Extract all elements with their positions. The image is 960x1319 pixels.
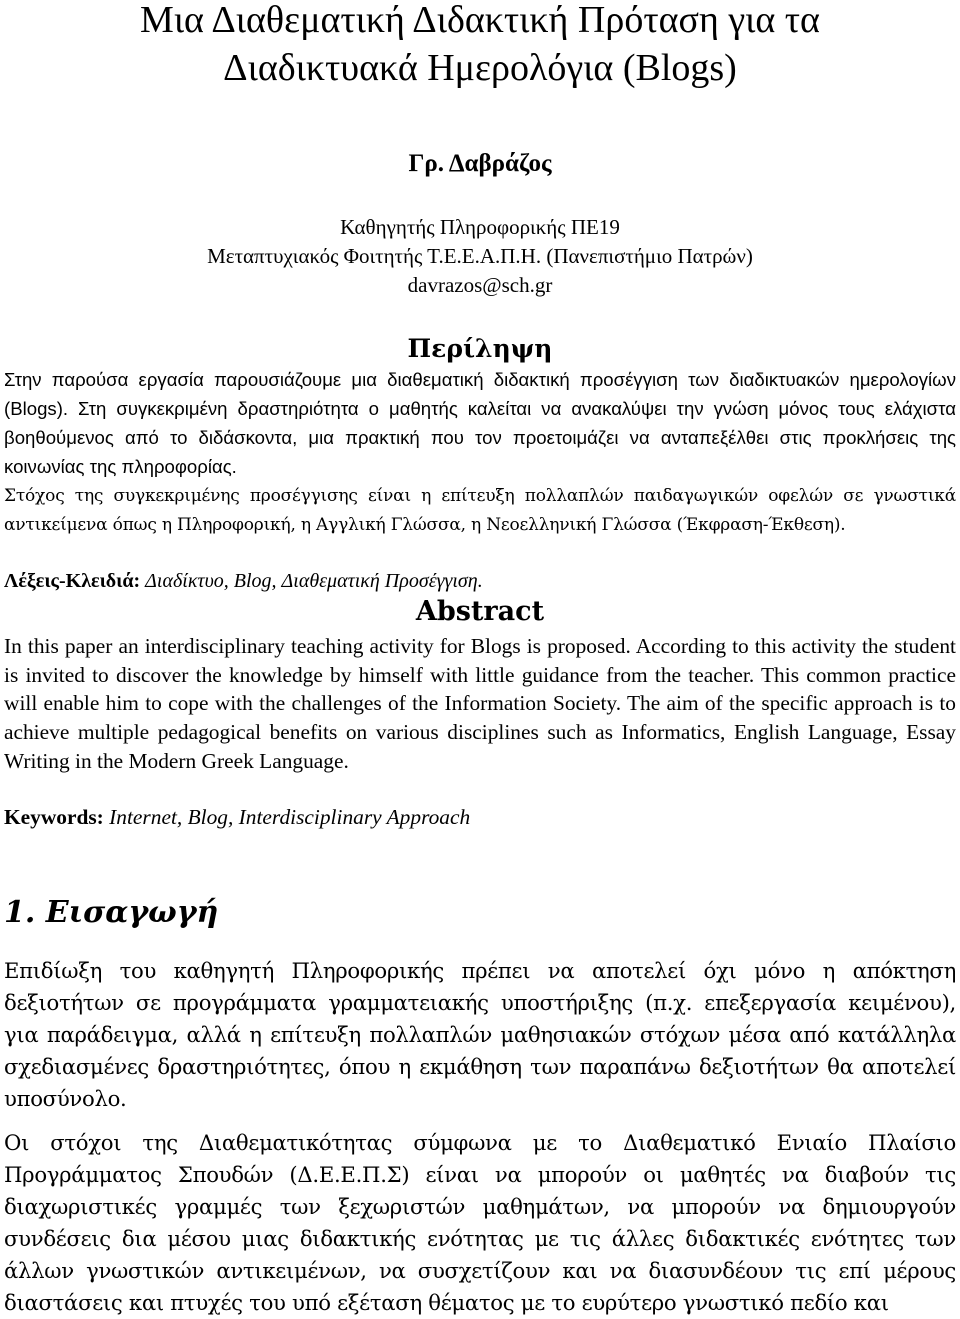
introduction-paragraph-1: Επιδίωξη του καθηγητή Πληροφορικής πρέπει να αποτελεί όχι μόνο η απόκτηση δεξιοτήτων σε προγράμματα γραμματειακής υποστήριξης (π.χ. επεξεργασία κειμένου), για παράδειγμα, αλλά η επίτευξη πολλαπλών μαθησιακών στόχων μέσα από κατάλληλα σχεδιασμένες δραστηριότητες, όπου η εκμάθηση των παραπάνω δεξιοτήτων θα αποτελεί υποσύνολο. bbox=[4, 958, 956, 1111]
affiliation-line-2: Μεταπτυχιακός Φοιτητής Τ.Ε.Ε.Α.Π.Η. (Πανεπιστήμιο Πατρών) bbox=[207, 244, 753, 268]
author-email: davrazos@sch.gr bbox=[407, 273, 553, 297]
abstract-greek-text-1: Στην παρούσα εργασία παρουσιάζουμε μια διαθεματική διδακτική προσέγγιση των διαδικτυακών ημερολογίων (Blogs). Στη συγκεκριμένη δραστηριότητα ο μαθητής καλείται να ανακαλύψει την γνώση μόνος τους ελάχιστα βοηθούμενος από το διδάσκοντα, μια πρακτική που τον προετοιμάζει να ανταπεξέλθει στις προκλήσεις της κοινωνίας της πληροφορίας. bbox=[4, 369, 956, 477]
author-name: Γρ. Δαβράζος bbox=[408, 150, 552, 177]
abstract-english-heading: Abstract bbox=[415, 596, 545, 627]
keywords-greek bbox=[4, 570, 483, 593]
keywords-greek-label: Λέξεις-Κλειδιά: bbox=[4, 570, 141, 592]
title-line-1: Μια Διαθεματική Διδακτική Πρόταση για τα bbox=[140, 0, 820, 41]
keywords-english-label: Keywords: bbox=[4, 805, 104, 829]
keywords-greek-values: Διαδίκτυο, Blog, Διαθεματική Προσέγγιση. bbox=[145, 570, 483, 592]
keywords-english bbox=[4, 805, 470, 830]
affiliation-line-1: Καθηγητής Πληροφορικής ΠΕ19 bbox=[340, 215, 620, 239]
paper-title bbox=[0, 0, 960, 92]
author-affiliation bbox=[0, 213, 960, 300]
abstract-greek-heading: Περίληψη bbox=[407, 334, 553, 363]
abstract-english-text: In this paper an interdisciplinary teaching activity for Blogs is proposed. According to this activity the student is invited to discover the knowledge by himself with little guidance from the teacher. This common practice will enable him to cope with the challenges of the Information Society. The aim of the specific approach is to achieve multiple pedagogical benefits on various disciplines such as Informatics, English Language, Essay Writing in the Modern Greek Language. bbox=[4, 634, 956, 773]
introduction-paragraph-2: Οι στόχοι της Διαθεματικότητας σύμφωνα με το Διαθεματικό Ενιαίο Πλαίσιο Προγράμματος Σπουδών (Δ.Ε.Ε.Π.Σ) είναι να μπορούν οι μαθητές να διαβούν τις διαχωριστικές γραμμές των ξεχωριστών μαθημάτων, να μπορούν να δημιουργούν συνδέσεις δια μέσου μιας διδακτικής ενότητας με τις άλλες διδακτικές ενότητες των άλλων γνωστικών αντικειμένων, να συσχετίζουν και να διασυνδέουν τις επί μέρους διαστάσεις και πτυχές του υπό εξέταση θέματος με το ευρύτερο γνωστικό πεδίο και bbox=[4, 1130, 956, 1315]
abstract-greek-text-2: Στόχος της συγκεκριμένης προσέγγισης είναι η επίτευξη πολλαπλών παιδαγωγικών οφελών σε γνωστικά αντικείμενα όπως η Πληροφορική, η Αγγλική Γλώσσα, η Νεοελληνική Γλώσσα (Έκφραση-Έκθεση). bbox=[4, 486, 956, 535]
section-heading-introduction: 1. Εισαγωγή bbox=[4, 895, 219, 930]
keywords-english-values: Internet, Blog, Interdisciplinary Approach bbox=[109, 805, 471, 829]
title-line-2: Διαδικτυακά Ημερολόγια (Blogs) bbox=[223, 47, 737, 89]
